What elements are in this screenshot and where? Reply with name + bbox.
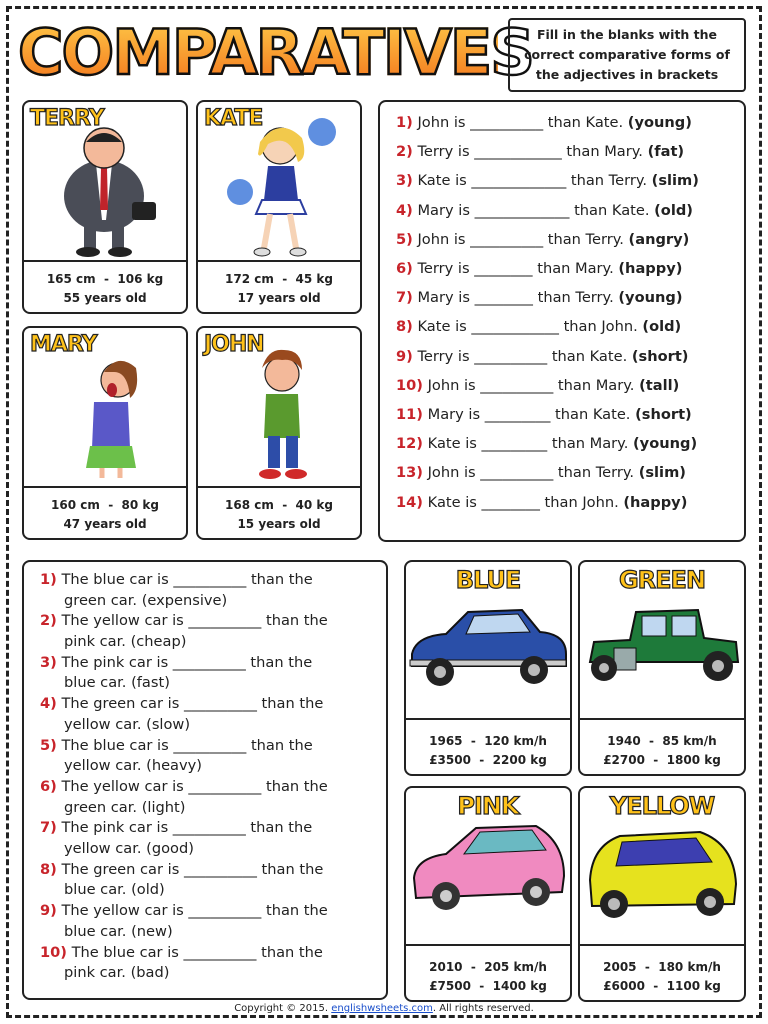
question-line-2: yellow car. (64, 757, 142, 775)
question-subject: John is (417, 230, 466, 248)
question-rest: than Mary. (566, 143, 643, 161)
adjective-hint: (old) (654, 201, 693, 219)
car-name: BLUE (455, 566, 521, 594)
question-subject: Mary is (417, 289, 470, 307)
car-name: YELLOW (609, 792, 715, 820)
price-value: £7500 (429, 979, 471, 993)
weight-value: 1100 kg (666, 979, 721, 993)
question-number: 4) (40, 695, 57, 713)
answer-blank[interactable]: ____________ (471, 318, 559, 336)
adjective-hint: (slim) (651, 172, 699, 190)
question-number: 11) (396, 406, 423, 423)
people-question-row (396, 231, 689, 248)
price-value: £3500 (429, 753, 471, 767)
price-value: £2700 (603, 753, 645, 767)
adjective-hint: (old) (131, 881, 165, 899)
people-question-row (396, 348, 688, 365)
people-questions-panel (378, 100, 746, 542)
adjective-hint: (good) (146, 839, 194, 857)
question-subject: Kate is (427, 435, 477, 453)
question-line-2: green car. (64, 798, 138, 816)
people-question-row (396, 406, 692, 423)
adjective-hint: (short) (635, 406, 692, 423)
question-line-2: blue car. (64, 881, 127, 899)
adjective-hint: (happy) (623, 493, 688, 511)
question-rest: than John. (544, 493, 619, 511)
answer-blank[interactable]: ________ (481, 493, 540, 511)
people-question-row (396, 289, 683, 306)
question-number: 1) (40, 571, 57, 588)
question-number: 10) (396, 376, 423, 394)
adjective-hint: (fast) (131, 674, 170, 692)
weight-value: 1800 kg (666, 753, 721, 767)
speed-value: 120 km/h (484, 734, 547, 748)
car-question-row (40, 901, 380, 942)
question-rest: than Terry. (570, 172, 648, 190)
answer-blank[interactable]: __________ (480, 464, 554, 482)
question-line-2: blue car. (64, 922, 127, 940)
question-subject: Kate is (417, 318, 467, 336)
john-illustration (198, 328, 360, 488)
question-rest: than Mary. (551, 435, 629, 453)
question-rest: than Mary. (537, 260, 614, 277)
terry-illustration (24, 102, 186, 262)
car-card-pink: PINK 2010 - 205 km/h £7500 - 1400 kg (404, 786, 572, 1002)
adjective-hint: (young) (633, 435, 698, 453)
question-subject: John is (427, 376, 476, 394)
people-question-row (396, 464, 686, 481)
question-subject: Kate is (427, 493, 477, 511)
price-value: £6000 (603, 979, 645, 993)
question-line[interactable]: The yellow car is __________ than the (61, 778, 328, 795)
question-number: 3) (396, 172, 413, 190)
people-question-row (396, 143, 684, 160)
question-line[interactable]: The pink car is __________ than the (61, 819, 313, 837)
question-number: 13) (396, 464, 423, 482)
adjective-hint: (tall) (639, 376, 680, 394)
adjective-hint: (young) (627, 114, 692, 131)
adjective-hint: (light) (141, 798, 186, 816)
speed-value: 205 km/h (484, 960, 547, 974)
answer-blank[interactable]: ________ (474, 289, 533, 307)
weight-value: 1400 kg (492, 979, 547, 993)
person-card-mary: MARY 160 cm - 80 kg 47 years old (22, 326, 188, 540)
person-card-terry: TERRY 165 cm - 106 kg 55 years old (22, 100, 188, 314)
adjective-hint: (heavy) (146, 757, 202, 775)
question-number: 9) (396, 347, 413, 365)
question-rest: than Kate. (551, 347, 628, 365)
question-line[interactable]: The yellow car is __________ than the (61, 612, 328, 630)
question-number: 1) (396, 114, 413, 131)
answer-blank[interactable]: ____________ (474, 143, 562, 161)
copyright-link[interactable]: englishwsheets.com (331, 1003, 433, 1014)
year-value: 1940 (607, 734, 641, 748)
car-name: GREEN (618, 566, 706, 594)
question-number: 5) (396, 230, 413, 248)
adjective-hint: (short) (631, 347, 689, 365)
question-number: 7) (40, 819, 57, 837)
age-value: 47 years old (63, 517, 147, 531)
question-rest: than Terry. (557, 464, 635, 482)
question-rest: than Terry. (547, 230, 624, 248)
car-questions-panel (22, 560, 388, 1000)
people-question-row (396, 114, 692, 131)
mary-illustration (24, 328, 186, 488)
car-card-yellow: YELLOW 2005 - 180 km/h £6000 - 1100 kg (578, 786, 746, 1002)
question-subject: Mary is (427, 406, 481, 423)
copyright-suffix: . All rights reserved. (432, 1003, 534, 1014)
car-question-row (40, 943, 380, 984)
adjective-hint: (fat) (647, 143, 685, 161)
weight-value: 40 kg (295, 498, 333, 512)
copyright-prefix: Copyright © 2015. (234, 1003, 329, 1014)
weight-value: 45 kg (295, 272, 333, 286)
people-question-row (396, 318, 681, 335)
question-line-2: yellow car. (64, 715, 142, 733)
adjective-hint: (happy) (618, 260, 683, 277)
car-question-row (40, 611, 380, 652)
year-value: 1965 (429, 734, 463, 748)
question-line[interactable]: The blue car is __________ than the (61, 571, 313, 588)
question-line-2: green car. (64, 591, 138, 609)
height-value: 172 cm (225, 272, 274, 286)
blue-car-illustration (406, 562, 570, 720)
question-number: 3) (40, 653, 57, 671)
question-number: 6) (396, 260, 413, 277)
people-question-row (396, 494, 687, 511)
adjective-hint: (angry) (628, 230, 690, 248)
question-line[interactable]: The yellow car is __________ than the (61, 902, 328, 920)
age-value: 55 years old (63, 291, 147, 305)
car-question-row (40, 777, 380, 818)
adjective-hint: (old) (642, 318, 682, 336)
car-question-row (40, 570, 380, 611)
question-line-2: pink car. (64, 632, 126, 650)
weight-value: 106 kg (117, 272, 164, 286)
people-question-row (396, 435, 697, 452)
answer-blank[interactable]: _____________ (471, 172, 567, 190)
age-value: 17 years old (237, 291, 321, 305)
question-line[interactable]: The blue car is __________ than the (61, 736, 313, 754)
answer-blank[interactable]: __________ (470, 230, 544, 248)
green-car-illustration (580, 562, 744, 720)
answer-blank[interactable]: _____________ (474, 201, 570, 219)
question-line-2: blue car. (64, 674, 127, 692)
person-name: TERRY (30, 106, 104, 131)
height-value: 160 cm (51, 498, 100, 512)
answer-blank[interactable]: __________ (470, 114, 544, 131)
adjective-hint: (new) (131, 922, 173, 940)
person-name: KATE (204, 106, 263, 131)
question-rest: than Kate. (547, 114, 624, 131)
yellow-car-illustration (580, 788, 744, 946)
pink-car-illustration (406, 788, 570, 946)
question-number: 2) (396, 143, 413, 161)
person-name: MARY (30, 332, 97, 357)
answer-blank[interactable]: __________ (480, 376, 554, 394)
question-line[interactable]: The blue car is __________ than the (71, 943, 323, 961)
question-number: 10) (40, 943, 67, 961)
height-value: 165 cm (46, 272, 96, 286)
question-subject: Kate is (417, 172, 467, 190)
question-number: 2) (40, 612, 57, 630)
height-value: 168 cm (225, 498, 274, 512)
question-subject: Mary is (417, 201, 470, 219)
question-rest: than Mary. (557, 376, 635, 394)
question-line[interactable]: The pink car is __________ than the (61, 653, 313, 671)
question-rest: than Kate. (555, 406, 631, 423)
people-question-row (396, 377, 679, 394)
question-line[interactable]: The green car is __________ than the (61, 695, 324, 713)
question-line[interactable]: The green car is __________ than the (61, 860, 324, 878)
car-question-row (40, 860, 380, 901)
question-number: 6) (40, 778, 57, 795)
question-rest: than Terry. (537, 289, 614, 307)
car-name: PINK (457, 792, 519, 820)
car-card-green: GREEN 1940 - 85 km/h £2700 - 1800 kg (578, 560, 746, 776)
people-question-row (396, 202, 693, 219)
adjective-hint: (expensive) (141, 591, 228, 609)
adjective-hint: (slim) (638, 464, 686, 482)
car-card-blue: BLUE 1965 - 120 km/h £3500 - 2200 kg (404, 560, 572, 776)
instructions-box: Fill in the blanks with the correct comparative forms of the adjectives in brackets (508, 18, 746, 92)
speed-value: 180 km/h (658, 960, 721, 974)
person-card-kate: KATE 172 cm - 45 kg 17 years old (196, 100, 362, 314)
age-value: 15 years old (237, 517, 321, 531)
question-number: 8) (40, 860, 57, 878)
question-number: 14) (396, 493, 423, 511)
adjective-hint: (young) (618, 289, 683, 307)
question-rest: than Kate. (574, 201, 650, 219)
copyright-footer (0, 1003, 768, 1014)
question-number: 4) (396, 201, 413, 219)
question-subject: Terry is (417, 143, 470, 161)
question-subject: Terry is (417, 347, 470, 365)
question-number: 5) (40, 736, 57, 754)
speed-value: 85 km/h (662, 734, 717, 748)
question-subject: Terry is (417, 260, 470, 277)
car-question-row (40, 653, 380, 694)
question-number: 8) (396, 318, 413, 336)
weight-value: 80 kg (121, 498, 159, 512)
people-question-row (396, 260, 682, 277)
question-line-2: yellow car. (64, 839, 142, 857)
person-card-john: JOHN 168 cm - 40 kg 15 years old (196, 326, 362, 540)
answer-blank[interactable]: ________ (474, 260, 533, 277)
question-rest: than John. (563, 318, 638, 336)
kate-illustration (198, 102, 360, 262)
car-question-row (40, 736, 380, 777)
person-name: JOHN (204, 332, 264, 357)
answer-blank[interactable]: _________ (484, 406, 551, 423)
page-title: COMPARATIVES (18, 10, 498, 96)
question-number: 12) (396, 435, 423, 453)
question-line-2: pink car. (64, 964, 126, 982)
adjective-hint: (bad) (130, 964, 170, 982)
people-question-row (396, 172, 699, 189)
question-subject: John is (427, 464, 476, 482)
year-value: 2010 (429, 960, 463, 974)
question-number: 9) (40, 902, 57, 920)
question-subject: John is (417, 114, 466, 131)
weight-value: 2200 kg (492, 753, 547, 767)
year-value: 2005 (603, 960, 637, 974)
car-question-row (40, 694, 380, 735)
adjective-hint: (slow) (146, 715, 191, 733)
answer-blank[interactable]: __________ (474, 347, 548, 365)
answer-blank[interactable]: _________ (481, 435, 548, 453)
question-number: 7) (396, 289, 413, 307)
car-question-row (40, 818, 380, 859)
adjective-hint: (cheap) (130, 632, 187, 650)
